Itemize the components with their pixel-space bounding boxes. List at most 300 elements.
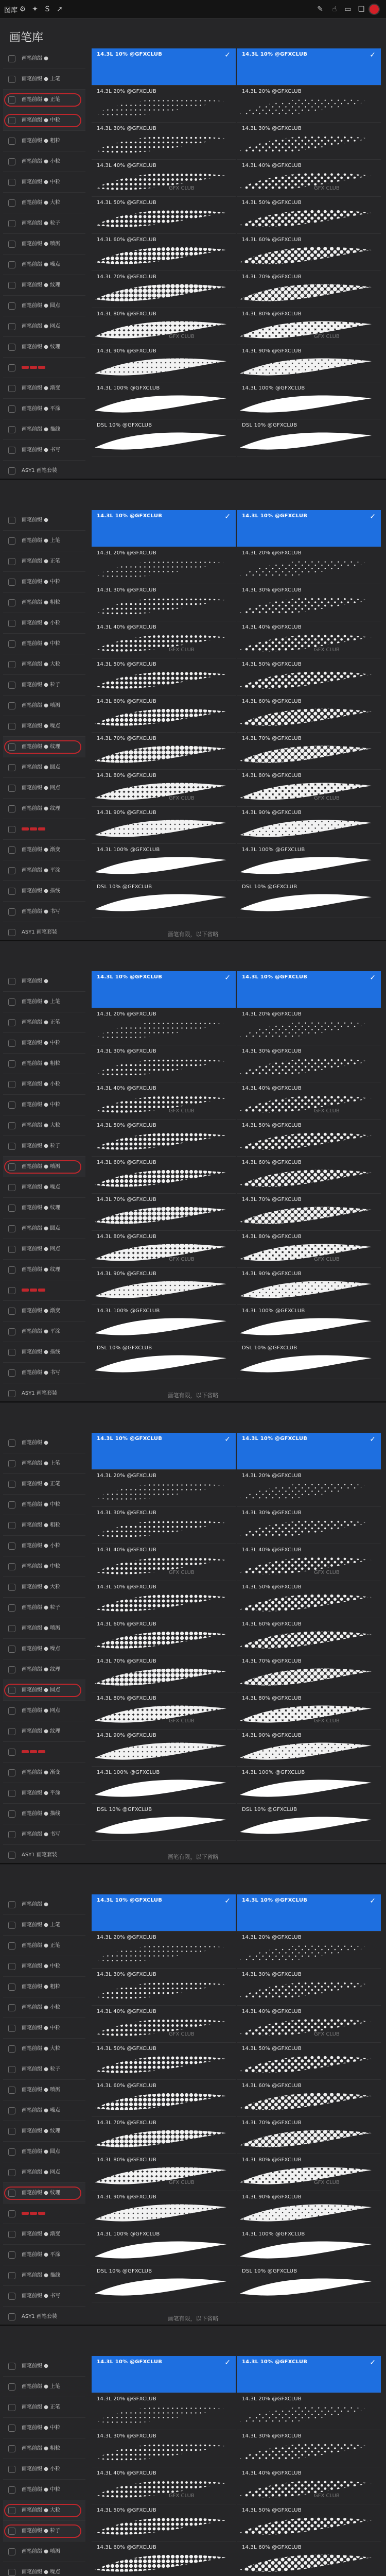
brush-item[interactable]: [237, 621, 381, 658]
brush-set-item[interactable]: [3, 1639, 85, 1659]
brush-item[interactable]: [92, 345, 236, 382]
brush-set-list: [3, 971, 85, 1404]
brush-item[interactable]: [92, 621, 236, 658]
brush-set-item[interactable]: [3, 1239, 85, 1260]
brush-set-item[interactable]: [3, 2245, 85, 2265]
brush-item[interactable]: [237, 86, 381, 123]
brush-set-item[interactable]: [3, 2183, 85, 2204]
brush-item[interactable]: [237, 971, 381, 1008]
brush-item[interactable]: [92, 2541, 236, 2576]
brush-set-item[interactable]: [3, 1556, 85, 1577]
brush-set-item[interactable]: [3, 2418, 85, 2438]
brush-item[interactable]: [92, 1730, 236, 1767]
brush-set-item[interactable]: [3, 2356, 85, 2377]
checkmark-icon: ✓: [370, 2359, 376, 2367]
wrench-icon[interactable]: ⚙: [19, 5, 26, 13]
transform-icon[interactable]: ➚: [57, 5, 63, 13]
brush-stroke-preview: [92, 1701, 236, 1728]
brush-name: 14.3L 30% @GFXCLUB: [97, 1972, 156, 1977]
brush-item[interactable]: [92, 733, 236, 770]
brush-item[interactable]: [92, 971, 236, 1008]
brush-set-item[interactable]: [3, 1115, 85, 1136]
brush-item[interactable]: [92, 1804, 236, 1841]
brush-stroke-preview: [92, 279, 236, 307]
brush-set-item[interactable]: [3, 902, 85, 922]
brush-item[interactable]: [92, 1120, 236, 1157]
brush-item[interactable]: [92, 844, 236, 881]
brush-set-label: 画笔前缀 ●: [22, 1440, 48, 1446]
brush-set-item[interactable]: [3, 531, 85, 551]
brush-item[interactable]: [92, 881, 236, 918]
brush-item[interactable]: [92, 234, 236, 271]
brush-set-icon: [8, 1246, 15, 1253]
brush-item[interactable]: [92, 2356, 236, 2393]
brush-stroke-preview: [237, 2125, 381, 2153]
brush-set-icon: [8, 405, 15, 413]
brush-set-item[interactable]: [3, 1363, 85, 1383]
brush-item[interactable]: [237, 807, 381, 844]
brush-item[interactable]: [237, 1730, 381, 1767]
brush-set-icon: [8, 1060, 15, 1067]
brush-set-item[interactable]: [3, 799, 85, 819]
brush-set-item[interactable]: [3, 860, 85, 881]
brush-set-icon: [8, 1501, 15, 1509]
brush-set-item[interactable]: [3, 1474, 85, 1495]
brush-set-item[interactable]: [3, 634, 85, 654]
brush-set-icon: [8, 1460, 15, 1467]
brush-set-item[interactable]: [3, 1680, 85, 1701]
brush-set-item[interactable]: [3, 675, 85, 696]
brush-item[interactable]: [92, 382, 236, 419]
brush-item[interactable]: [237, 123, 381, 160]
brush-item[interactable]: [237, 658, 381, 696]
brush-item[interactable]: [92, 123, 236, 160]
brush-name: DSL 10% @GFXCLUB: [97, 884, 152, 890]
brush-set-item[interactable]: [3, 1433, 85, 1453]
brush-set-item[interactable]: [3, 151, 85, 172]
brush-set-item[interactable]: [3, 1824, 85, 1845]
brush-item[interactable]: [92, 1507, 236, 1544]
brush-item[interactable]: [92, 197, 236, 234]
brush-set-item[interactable]: [3, 358, 85, 378]
brush-item[interactable]: [237, 419, 381, 456]
brush-set-item[interactable]: [3, 2224, 85, 2245]
brush-set-item[interactable]: [3, 2142, 85, 2162]
brush-item[interactable]: [237, 1931, 381, 1969]
panel-footer-note: 画笔有限，以下省略: [167, 1392, 219, 1399]
brush-set-item[interactable]: [3, 1453, 85, 1474]
brush-set-item[interactable]: [3, 696, 85, 716]
brush-set-item[interactable]: [3, 1280, 85, 1301]
brush-set-item[interactable]: [3, 1783, 85, 1804]
brush-item[interactable]: [237, 584, 381, 621]
brush-set-item[interactable]: [3, 131, 85, 151]
brush-item[interactable]: [237, 1655, 381, 1692]
brush-item[interactable]: [92, 2504, 236, 2541]
brush-set-item[interactable]: [3, 737, 85, 757]
brush-set-item[interactable]: [3, 1762, 85, 1783]
brush-item[interactable]: [92, 1231, 236, 1268]
brush-set-item[interactable]: [3, 1598, 85, 1618]
brush-item[interactable]: [237, 1581, 381, 1618]
brush-stroke-preview: [237, 242, 381, 270]
brush-set-item[interactable]: [3, 613, 85, 634]
brush-set-label: 画笔前缀 ● 粒子: [22, 2528, 61, 2534]
brush-set-item[interactable]: [3, 840, 85, 860]
brush-item[interactable]: [92, 2265, 236, 2302]
brush-set-label: 画笔前缀 ● 中粒: [22, 579, 61, 585]
brush-set-item[interactable]: [3, 757, 85, 778]
brush-set-item[interactable]: [3, 2286, 85, 2307]
brush-item[interactable]: [237, 510, 381, 547]
brush-item[interactable]: [92, 1305, 236, 1342]
brush-set-item[interactable]: [3, 654, 85, 675]
brush-set-icon: [8, 805, 15, 812]
brush-item[interactable]: [237, 881, 381, 918]
brush-set-item[interactable]: [3, 1659, 85, 1680]
brush-set-item[interactable]: [3, 1260, 85, 1280]
brush-item[interactable]: [92, 419, 236, 456]
brush-name: 14.3L 70% @GFXCLUB: [242, 2120, 302, 2126]
brush-set-label: 画笔前缀 ● 小粒: [22, 620, 61, 626]
brush-set-item[interactable]: [3, 510, 85, 531]
brush-set-item[interactable]: [3, 234, 85, 255]
brush-stroke-preview: [237, 2236, 381, 2264]
brush-set-icon: [8, 1922, 15, 1929]
brush-item[interactable]: [92, 547, 236, 584]
brush-set-item[interactable]: [3, 551, 85, 572]
brush-item[interactable]: [237, 382, 381, 419]
brush-item[interactable]: [92, 1433, 236, 1470]
brush-item[interactable]: [237, 2006, 381, 2043]
brush-item[interactable]: [92, 1157, 236, 1194]
brush-name: 14.3L 80% @GFXCLUB: [97, 2157, 156, 2163]
brush-set-item[interactable]: [3, 1701, 85, 1721]
brush-item[interactable]: [92, 86, 236, 123]
brush-set-item[interactable]: [3, 69, 85, 90]
brush-item[interactable]: [92, 2043, 236, 2080]
brush-set-item[interactable]: [3, 193, 85, 213]
brush-item[interactable]: [237, 844, 381, 881]
brush-item[interactable]: [237, 2356, 381, 2393]
brush-set-item[interactable]: [3, 110, 85, 131]
brush-item[interactable]: [92, 584, 236, 621]
brush-set-item[interactable]: [3, 296, 85, 316]
brush-item[interactable]: [92, 1082, 236, 1120]
smudge-icon[interactable]: ☝: [332, 5, 337, 13]
brush-item[interactable]: [92, 1581, 236, 1618]
brush-set-item[interactable]: [3, 1977, 85, 1997]
brush-item[interactable]: [92, 2393, 236, 2430]
brush-item[interactable]: [92, 2080, 236, 2117]
eraser-icon[interactable]: ▭: [344, 5, 352, 13]
brush-set-item[interactable]: [3, 1495, 85, 1515]
brush-stroke-preview: [237, 1738, 381, 1766]
brush-set-item[interactable]: [3, 2121, 85, 2142]
brush-set-item[interactable]: [3, 378, 85, 399]
brush-item[interactable]: [237, 547, 381, 584]
brush-item[interactable]: [92, 2154, 236, 2191]
brush-item[interactable]: [92, 1655, 236, 1692]
brush-item[interactable]: [237, 1969, 381, 2006]
brush-item[interactable]: [237, 1157, 381, 1194]
brush-item[interactable]: [237, 345, 381, 382]
brush-item[interactable]: [92, 1268, 236, 1305]
brush-item[interactable]: [237, 2393, 381, 2430]
brush-set-icon: [8, 2548, 15, 2555]
brush-set-item[interactable]: [3, 1321, 85, 1342]
brush-item[interactable]: [92, 2117, 236, 2154]
brush-item[interactable]: [237, 1433, 381, 1470]
brush-item[interactable]: [237, 770, 381, 807]
brush-set-item[interactable]: [3, 316, 85, 337]
brush-set-item[interactable]: [3, 992, 85, 1012]
brush-item[interactable]: [92, 308, 236, 345]
brush-set-item[interactable]: [3, 971, 85, 992]
brush-item[interactable]: [237, 1804, 381, 1841]
brush-item[interactable]: [237, 308, 381, 345]
brush-item[interactable]: [92, 1931, 236, 1969]
brush-item[interactable]: [92, 770, 236, 807]
brush-item[interactable]: [237, 48, 381, 86]
brush-set-item[interactable]: [3, 1095, 85, 1115]
brush-set-item[interactable]: [3, 213, 85, 234]
brush-set-item[interactable]: [3, 2500, 85, 2521]
brush-set-item[interactable]: [3, 90, 85, 110]
brush-set-item[interactable]: [3, 1894, 85, 1915]
brush-stroke-preview: [92, 1940, 236, 1968]
brush-item[interactable]: [237, 1618, 381, 1655]
brush-set-item[interactable]: [3, 461, 85, 481]
brush-set-icon: [8, 1666, 15, 1673]
brush-set-item[interactable]: [3, 1157, 85, 1177]
brush-item[interactable]: [92, 510, 236, 547]
brush-set-item[interactable]: [3, 2397, 85, 2418]
brush-item[interactable]: [92, 1470, 236, 1507]
brush-set-item[interactable]: [3, 592, 85, 613]
brush-set-item[interactable]: [3, 2459, 85, 2480]
brush-item[interactable]: [92, 1692, 236, 1730]
brush-set-label: 画笔前缀 ● 中粒: [22, 1040, 61, 1046]
brush-set-item[interactable]: [3, 1218, 85, 1239]
select-icon[interactable]: S: [45, 5, 50, 13]
brush-list-column: [92, 1894, 236, 2302]
brush-item[interactable]: [237, 1544, 381, 1581]
brush-set-label: 画笔前缀 ● 纹理: [22, 282, 61, 288]
brush-name: 14.3L 100% @GFXCLUB: [97, 2231, 160, 2237]
brush-set-item[interactable]: [3, 2080, 85, 2100]
brush-set-item[interactable]: [3, 2438, 85, 2459]
brush-set-item[interactable]: [3, 2480, 85, 2500]
brush-set-list: [3, 2356, 85, 2576]
brush-set-item[interactable]: [3, 419, 85, 440]
brush-item[interactable]: [92, 807, 236, 844]
brush-item[interactable]: [237, 1045, 381, 1082]
brush-set-item[interactable]: [3, 2562, 85, 2576]
brush-set-item[interactable]: [3, 1136, 85, 1157]
gallery-button[interactable]: 图库: [4, 7, 18, 14]
brush-name: 14.3L 50% @GFXCLUB: [242, 662, 302, 667]
brush-item[interactable]: [237, 1194, 381, 1231]
brush-item[interactable]: [237, 2191, 381, 2228]
brush-item[interactable]: [92, 1618, 236, 1655]
brush-set-icon: [8, 579, 15, 586]
brush-set-item[interactable]: [3, 1342, 85, 1363]
brush-set-icon: [8, 302, 15, 310]
brush-set-item[interactable]: [3, 2059, 85, 2080]
brush-set-label: 画笔前缀 ● 上笔: [22, 999, 61, 1005]
brush-set-item[interactable]: [3, 819, 85, 840]
brush-set-item[interactable]: [3, 1198, 85, 1218]
brush-set-icon: [8, 1963, 15, 1970]
brush-item[interactable]: [237, 234, 381, 271]
brush-item[interactable]: [237, 1692, 381, 1730]
brush-item[interactable]: [92, 160, 236, 197]
brush-set-item[interactable]: [3, 337, 85, 358]
brush-set-item[interactable]: [3, 2377, 85, 2397]
brush-item[interactable]: [237, 2430, 381, 2467]
brush-set-label: 画笔前缀 ● 正笔: [22, 1020, 61, 1025]
brush-set-item[interactable]: [3, 2541, 85, 2562]
brush-item[interactable]: [237, 1507, 381, 1544]
brush-item[interactable]: [237, 1305, 381, 1342]
brush-set-item[interactable]: [3, 48, 85, 69]
brush-name: 14.3L 100% @GFXCLUB: [97, 1308, 160, 1314]
brush-set-item[interactable]: [3, 2521, 85, 2541]
brush-item[interactable]: [237, 1342, 381, 1379]
brush-set-item[interactable]: [3, 2100, 85, 2121]
brush-item[interactable]: [92, 2191, 236, 2228]
color-chip[interactable]: [369, 4, 380, 15]
brush-set-item[interactable]: [3, 275, 85, 296]
brush-name: 14.3L 80% @GFXCLUB: [97, 1696, 156, 1701]
brush-item[interactable]: [237, 1894, 381, 1931]
brush-set-item[interactable]: [3, 1742, 85, 1762]
brush-item[interactable]: [237, 2228, 381, 2265]
brush-item[interactable]: [92, 1544, 236, 1581]
brush-set-item[interactable]: [3, 1577, 85, 1598]
brush-set-item[interactable]: [3, 572, 85, 592]
brush-set-label: 画笔前缀 ● 大粒: [22, 2046, 61, 2052]
brush-item[interactable]: [237, 1120, 381, 1157]
brush-set-item[interactable]: [3, 716, 85, 737]
brush-item[interactable]: [92, 2006, 236, 2043]
brush-item[interactable]: [237, 2541, 381, 2576]
brush-set-item[interactable]: [3, 2039, 85, 2059]
brush-set-item[interactable]: [3, 1074, 85, 1095]
brush-set-item[interactable]: [3, 778, 85, 799]
brush-set-item[interactable]: [3, 881, 85, 902]
brush-item[interactable]: [237, 1231, 381, 1268]
brush-set-item[interactable]: [3, 1915, 85, 1936]
brush-stroke-preview: [237, 1202, 381, 1230]
brush-set-label: 画笔前缀 ● 圆点: [22, 1687, 61, 1693]
brush-set-item[interactable]: [3, 1012, 85, 1033]
brush-item[interactable]: [237, 1470, 381, 1507]
magic-wand-icon[interactable]: ✦: [32, 5, 38, 13]
brush-item[interactable]: [92, 1194, 236, 1231]
brush-set-item[interactable]: [3, 1956, 85, 1977]
brush-item[interactable]: [92, 1008, 236, 1045]
brush-set-item[interactable]: [3, 1997, 85, 2018]
brush-item[interactable]: [92, 271, 236, 308]
brush-set-item[interactable]: [3, 255, 85, 275]
brush-item[interactable]: [92, 1342, 236, 1379]
brush-set-item[interactable]: [3, 1804, 85, 1824]
brush-name: 14.3L 30% @GFXCLUB: [242, 126, 302, 131]
brush-set-icon: [8, 599, 15, 606]
brush-item[interactable]: [237, 2080, 381, 2117]
brush-item[interactable]: [237, 2265, 381, 2302]
brush-set-icon: [8, 537, 15, 545]
brush-item[interactable]: [92, 48, 236, 86]
brush-item[interactable]: [237, 1268, 381, 1305]
brush-set-item[interactable]: [3, 1301, 85, 1321]
brush-item[interactable]: [237, 1767, 381, 1804]
brush-set-item[interactable]: [3, 2265, 85, 2286]
brush-stroke-preview: [92, 1626, 236, 1654]
brush-item[interactable]: [92, 1767, 236, 1804]
brush-item[interactable]: [237, 197, 381, 234]
brush-stroke-preview: [237, 1626, 381, 1654]
brush-item[interactable]: [237, 2154, 381, 2191]
brush-stroke-preview: [237, 555, 381, 583]
brush-item[interactable]: [237, 271, 381, 308]
brush-set-item[interactable]: [3, 1177, 85, 1198]
brush-item[interactable]: [237, 733, 381, 770]
brush-item[interactable]: [237, 1082, 381, 1120]
brush-set-item[interactable]: [3, 440, 85, 461]
brush-stroke-preview: [92, 391, 236, 418]
brush-item[interactable]: [237, 160, 381, 197]
brush-item[interactable]: [237, 1008, 381, 1045]
brush-item[interactable]: [92, 658, 236, 696]
brush-set-item[interactable]: [3, 1618, 85, 1639]
brush-item[interactable]: [237, 696, 381, 733]
brush-item[interactable]: [92, 2467, 236, 2504]
brush-item[interactable]: [92, 2430, 236, 2467]
brush-item[interactable]: [92, 2228, 236, 2265]
brush-item[interactable]: [237, 2504, 381, 2541]
brush-set-label: 画笔前缀 ● 粗粒: [22, 1061, 61, 1066]
brush-item[interactable]: [92, 696, 236, 733]
brush-item[interactable]: [92, 1969, 236, 2006]
brush-icon[interactable]: ✎: [317, 5, 323, 13]
brush-set-item[interactable]: [3, 1936, 85, 1956]
brush-set-item[interactable]: [3, 1033, 85, 1054]
brush-item[interactable]: [237, 2467, 381, 2504]
layers-icon[interactable]: ❏: [358, 5, 365, 13]
brush-set-item[interactable]: [3, 2018, 85, 2039]
brush-set-item[interactable]: [3, 1515, 85, 1536]
brush-set-item[interactable]: [3, 1536, 85, 1556]
brush-set-item[interactable]: [3, 2162, 85, 2183]
brush-set-item[interactable]: [3, 1054, 85, 1074]
brush-item[interactable]: [237, 2117, 381, 2154]
brush-list-column: [92, 1433, 236, 1841]
brush-name: 14.3L 30% @GFXCLUB: [97, 587, 156, 593]
brush-set-item[interactable]: [3, 2204, 85, 2224]
brush-item[interactable]: [237, 2043, 381, 2080]
brush-item[interactable]: [92, 1045, 236, 1082]
brush-set-item[interactable]: [3, 399, 85, 419]
brush-set-item[interactable]: [3, 1721, 85, 1742]
brush-item[interactable]: [92, 1894, 236, 1931]
brush-set-item[interactable]: [3, 172, 85, 193]
brush-set-label: 画笔前缀 ● 描线: [22, 427, 61, 432]
brush-set-icon: [8, 1349, 15, 1356]
watermark: GFX CLUB: [314, 647, 340, 653]
